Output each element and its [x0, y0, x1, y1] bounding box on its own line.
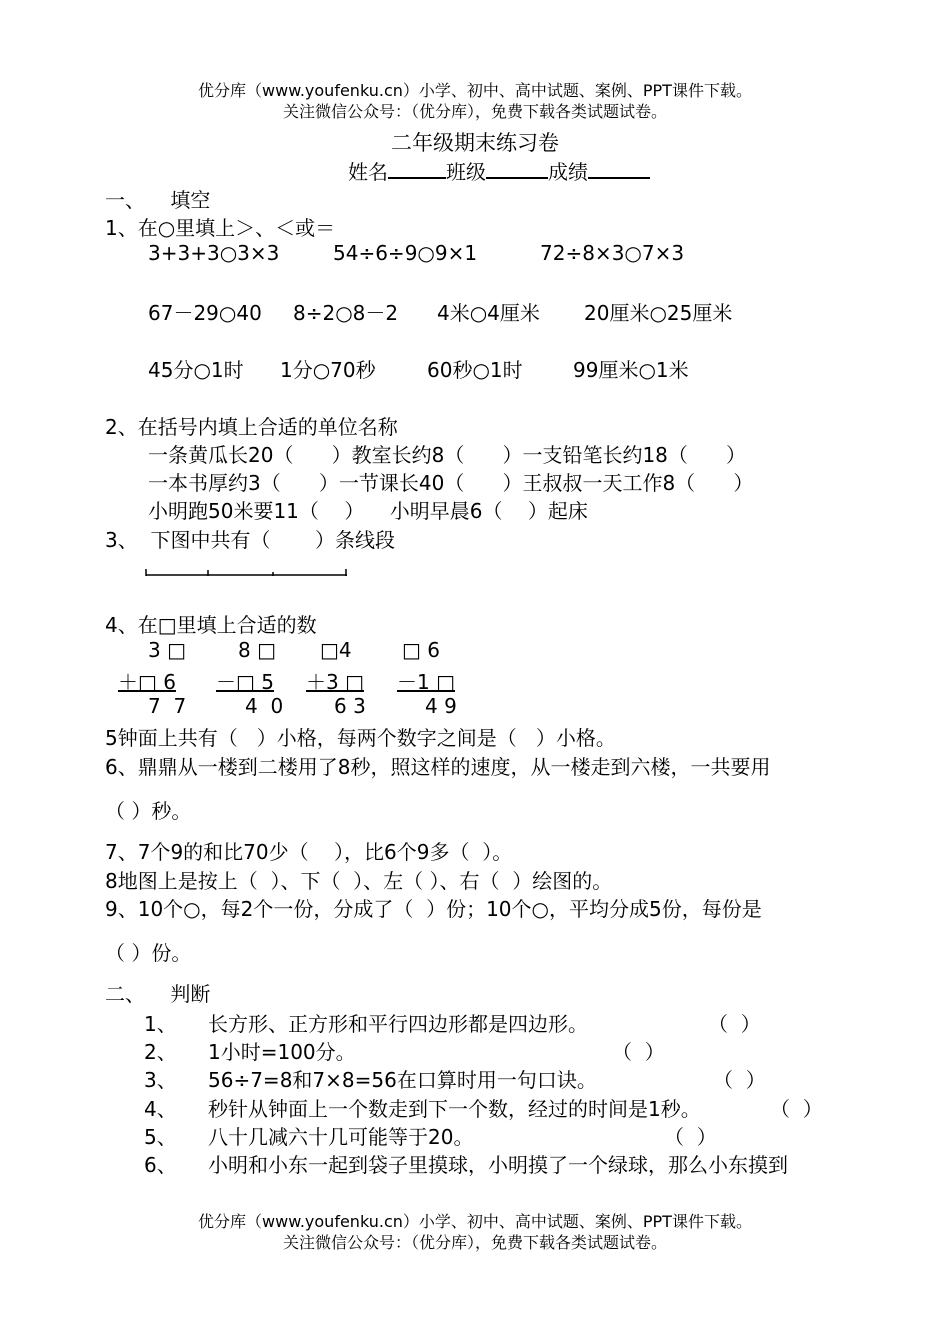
section1-heading: 一、 填空	[105, 188, 211, 212]
judge-item-paren[interactable]: （ ）	[770, 1097, 823, 1121]
q1-row1-item: 3+3+3○3×3	[148, 241, 280, 265]
footer-line-1: 优分库（www.youfenku.cn）小学、初中、高中试题、案例、PPT课件下载。	[198, 1212, 752, 1231]
q4-problem-4-top: □ 6	[402, 638, 440, 662]
q1-row2-item: 8÷2○8－2	[293, 301, 399, 325]
score-label: 成绩	[548, 160, 588, 184]
q6-line-1: 6、鼎鼎从一楼到二楼用了8秒，照这样的速度，从一楼走到六楼，一共要用	[105, 755, 771, 779]
q5: 5钟面上共有（ ）小格，每两个数字之间是（ ）小格。	[105, 726, 616, 750]
q4-problem-2-op: －□ 5	[216, 670, 274, 694]
judge-item-num: 3、	[144, 1068, 177, 1092]
judge-item-paren[interactable]: （ ）	[713, 1068, 766, 1092]
q1-prompt: 1、在○里填上＞、＜或＝	[105, 216, 336, 240]
name-blank[interactable]	[388, 159, 446, 179]
info-line	[348, 156, 650, 185]
judge-item-num: 6、	[144, 1153, 177, 1177]
q1-row2-item: 20厘米○25厘米	[584, 301, 733, 325]
q4-problem-2-result: 4 0	[245, 694, 284, 718]
footer-line-2: 关注微信公众号：（优分库），免费下载各类试题试卷。	[282, 1233, 667, 1252]
q4-problem-1-result: 7 7	[148, 694, 187, 718]
q1-row1-item: 54÷6÷9○9×1	[333, 241, 478, 265]
q9-line-1: 9、10个○，每2个一份，分成了（ ）份；10个○，平均分成5份，每份是	[105, 897, 762, 921]
judge-item-paren[interactable]: （ ）	[612, 1040, 665, 1064]
q4-problem-4-result: 4 9	[425, 694, 457, 718]
q1-row1-item: 72÷8×3○7×3	[540, 241, 685, 265]
score-blank[interactable]	[588, 159, 650, 179]
judge-item-text: 小明和小东一起到袋子里摸球，小明摸了一个绿球，那么小东摸到	[208, 1153, 788, 1177]
judge-item-num: 2、	[144, 1040, 177, 1064]
class-label: 班级	[446, 160, 486, 184]
judge-item-paren[interactable]: （ ）	[708, 1012, 761, 1036]
header-line-1: 优分库（www.youfenku.cn）小学、初中、高中试题、案例、PPT课件下载。	[198, 81, 752, 100]
q1-row3-item: 1分○70秒	[280, 358, 376, 382]
judge-item-num: 1、	[144, 1012, 177, 1036]
judge-item-paren[interactable]: （ ）	[664, 1125, 717, 1149]
judge-item-text: 八十几减六十几可能等于20。	[208, 1125, 474, 1149]
q2-line: 小明跑50米要11（ ） 小明早晨6（ ）起床	[148, 499, 588, 523]
q2-line: 一本书厚约3（ ）一节课长40（ ）王叔叔一天工作8（ ）	[148, 471, 754, 495]
q8: 8地图上是按上（ ）、下（ ）、左（ ）、右（ ）绘图的。	[105, 869, 613, 893]
judge-item-text: 长方形、正方形和平行四边形都是四边形。	[208, 1012, 588, 1036]
judge-item-text: 秒针从钟面上一个数走到下一个数，经过的时间是1秒。	[208, 1097, 701, 1121]
class-blank[interactable]	[486, 159, 548, 179]
judge-item-text: 1小时=100分。	[208, 1040, 356, 1064]
judge-item-num: 4、	[144, 1097, 177, 1121]
header-line-2: 关注微信公众号：（优分库），免费下载各类试题试卷。	[282, 102, 667, 121]
q4-problem-1-top: 3 □	[148, 638, 186, 662]
q4-problem-3-op: ＋3 □	[306, 670, 364, 694]
q1-row2-item: 4米○4厘米	[437, 301, 540, 325]
q3-prompt: 3、 下图中共有（ ）条线段	[105, 528, 395, 552]
name-label: 姓名	[348, 160, 388, 184]
q6-line-2: （ ）秒。	[105, 799, 192, 823]
judge-item-text: 56÷7=8和7×8=56在口算时用一句口诀。	[208, 1068, 597, 1092]
q1-row3-item: 45分○1时	[148, 358, 244, 382]
q4-prompt: 4、在□里填上合适的数	[105, 613, 317, 637]
q1-row2-item: 67－29○40	[148, 301, 262, 325]
page-title: 二年级期末练习卷	[391, 131, 559, 155]
q4-problem-1-op: ＋□ 6	[118, 670, 176, 694]
q1-row3-item: 60秒○1时	[427, 358, 523, 382]
judge-item-num: 5、	[144, 1125, 177, 1149]
q9-line-2: （ ）份。	[105, 941, 192, 965]
q2-prompt: 2、在括号内填上合适的单位名称	[105, 415, 398, 439]
q4-problem-3-result: 6 3	[334, 694, 366, 718]
q4-problem-2-top: 8 □	[238, 638, 276, 662]
q4-problem-4-op: －1 □	[397, 670, 455, 694]
section2-heading: 二、 判断	[105, 982, 211, 1006]
q1-row3-item: 99厘米○1米	[573, 358, 689, 382]
q7: 7、7个9的和比70少（ ），比6个9多（ ）。	[105, 840, 513, 864]
q4-problem-3-top: □4	[320, 638, 352, 662]
line-segment-figure	[140, 560, 355, 582]
q2-line: 一条黄瓜长20（ ）教室长约8（ ）一支铅笔长约18（ ）	[148, 443, 747, 467]
